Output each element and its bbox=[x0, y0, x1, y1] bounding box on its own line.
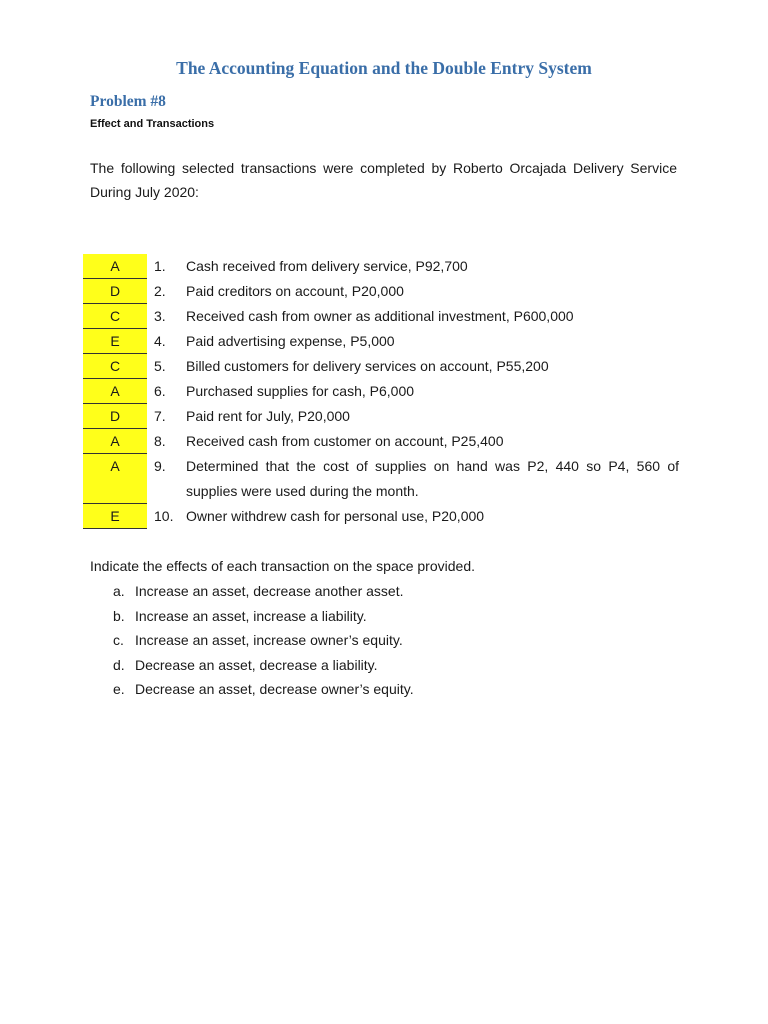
transaction-number: 4. bbox=[154, 333, 166, 349]
transaction-text: Cash received from delivery service, P92,700 bbox=[186, 258, 468, 274]
transaction-number: 10. bbox=[154, 508, 174, 524]
instruction-text: Indicate the effects of each transaction on the space provided. bbox=[90, 558, 475, 574]
answer-cell[interactable]: E bbox=[83, 504, 147, 529]
transaction-number: 6. bbox=[154, 383, 166, 399]
effects-options-list bbox=[90, 579, 414, 702]
option-letter: d. bbox=[113, 656, 125, 673]
list-item bbox=[90, 628, 414, 653]
problem-heading: Problem #8 bbox=[90, 93, 166, 110]
option-text: Increase an asset, decrease another asset. bbox=[135, 583, 404, 599]
answer-cell[interactable]: A bbox=[83, 429, 147, 454]
transaction-text: Paid advertising expense, P5,000 bbox=[186, 333, 395, 349]
transaction-number: 2. bbox=[154, 283, 166, 299]
option-letter: e. bbox=[113, 681, 125, 697]
subheading: Effect and Transactions bbox=[90, 118, 215, 130]
option-text: Increase an asset, increase a liability. bbox=[135, 607, 367, 624]
answer-cell[interactable]: D bbox=[83, 279, 147, 304]
transaction-row bbox=[83, 354, 679, 379]
option-text: Increase an asset, increase owner’s equity. bbox=[135, 632, 403, 648]
answer-cell[interactable]: A bbox=[83, 254, 147, 279]
transaction-row bbox=[83, 454, 679, 504]
transaction-number: 1. bbox=[154, 258, 166, 274]
transaction-number: 7. bbox=[154, 408, 166, 424]
list-item bbox=[90, 579, 414, 604]
transaction-text: Paid creditors on account, P20,000 bbox=[186, 283, 404, 299]
list-item bbox=[90, 653, 414, 678]
option-letter: c. bbox=[113, 632, 124, 648]
answer-cell[interactable]: E bbox=[83, 329, 147, 354]
transaction-row bbox=[83, 404, 679, 429]
transaction-row bbox=[83, 304, 679, 329]
list-item bbox=[90, 677, 414, 702]
transaction-number: 8. bbox=[154, 433, 166, 449]
answer-cell[interactable]: A bbox=[83, 454, 147, 504]
transaction-row bbox=[83, 379, 679, 404]
answer-cell[interactable]: D bbox=[83, 404, 147, 429]
option-text: Decrease an asset, decrease a liability. bbox=[135, 656, 378, 673]
transaction-number: 5. bbox=[154, 358, 166, 374]
transaction-text: Received cash from customer on account, P25,400 bbox=[186, 433, 504, 449]
transaction-number: 3. bbox=[154, 308, 166, 324]
transaction-number: 9. bbox=[154, 458, 166, 474]
transaction-row bbox=[83, 429, 679, 454]
answer-cell[interactable]: C bbox=[83, 304, 147, 329]
answer-cell[interactable]: A bbox=[83, 379, 147, 404]
transaction-row bbox=[83, 254, 679, 279]
list-item bbox=[90, 604, 414, 629]
transaction-row bbox=[83, 279, 679, 304]
transaction-row bbox=[83, 329, 679, 354]
transaction-text: Received cash from owner as additional investment, P600,000 bbox=[186, 308, 574, 324]
transaction-text: Paid rent for July, P20,000 bbox=[186, 408, 350, 424]
answer-cell[interactable]: C bbox=[83, 354, 147, 379]
transaction-text: Purchased supplies for cash, P6,000 bbox=[186, 383, 415, 399]
transaction-text: Owner withdrew cash for personal use, P20,000 bbox=[186, 508, 485, 524]
transaction-row bbox=[83, 504, 679, 529]
option-text: Decrease an asset, decrease owner’s equity. bbox=[135, 681, 414, 697]
intro-paragraph: The following selected transactions were completed by Roberto Orcajada Delivery Service During July 2020: bbox=[90, 160, 677, 200]
page-title: The Accounting Equation and the Double Entry System bbox=[176, 58, 592, 78]
transaction-text: Billed customers for delivery services on account, P55,200 bbox=[186, 358, 549, 374]
transaction-list bbox=[83, 254, 679, 529]
option-letter: a. bbox=[113, 583, 125, 599]
transaction-text: Determined that the cost of supplies on hand was P2, 440 so P4, 560 of supplies were used during the month. bbox=[186, 458, 679, 499]
option-letter: b. bbox=[113, 607, 125, 624]
